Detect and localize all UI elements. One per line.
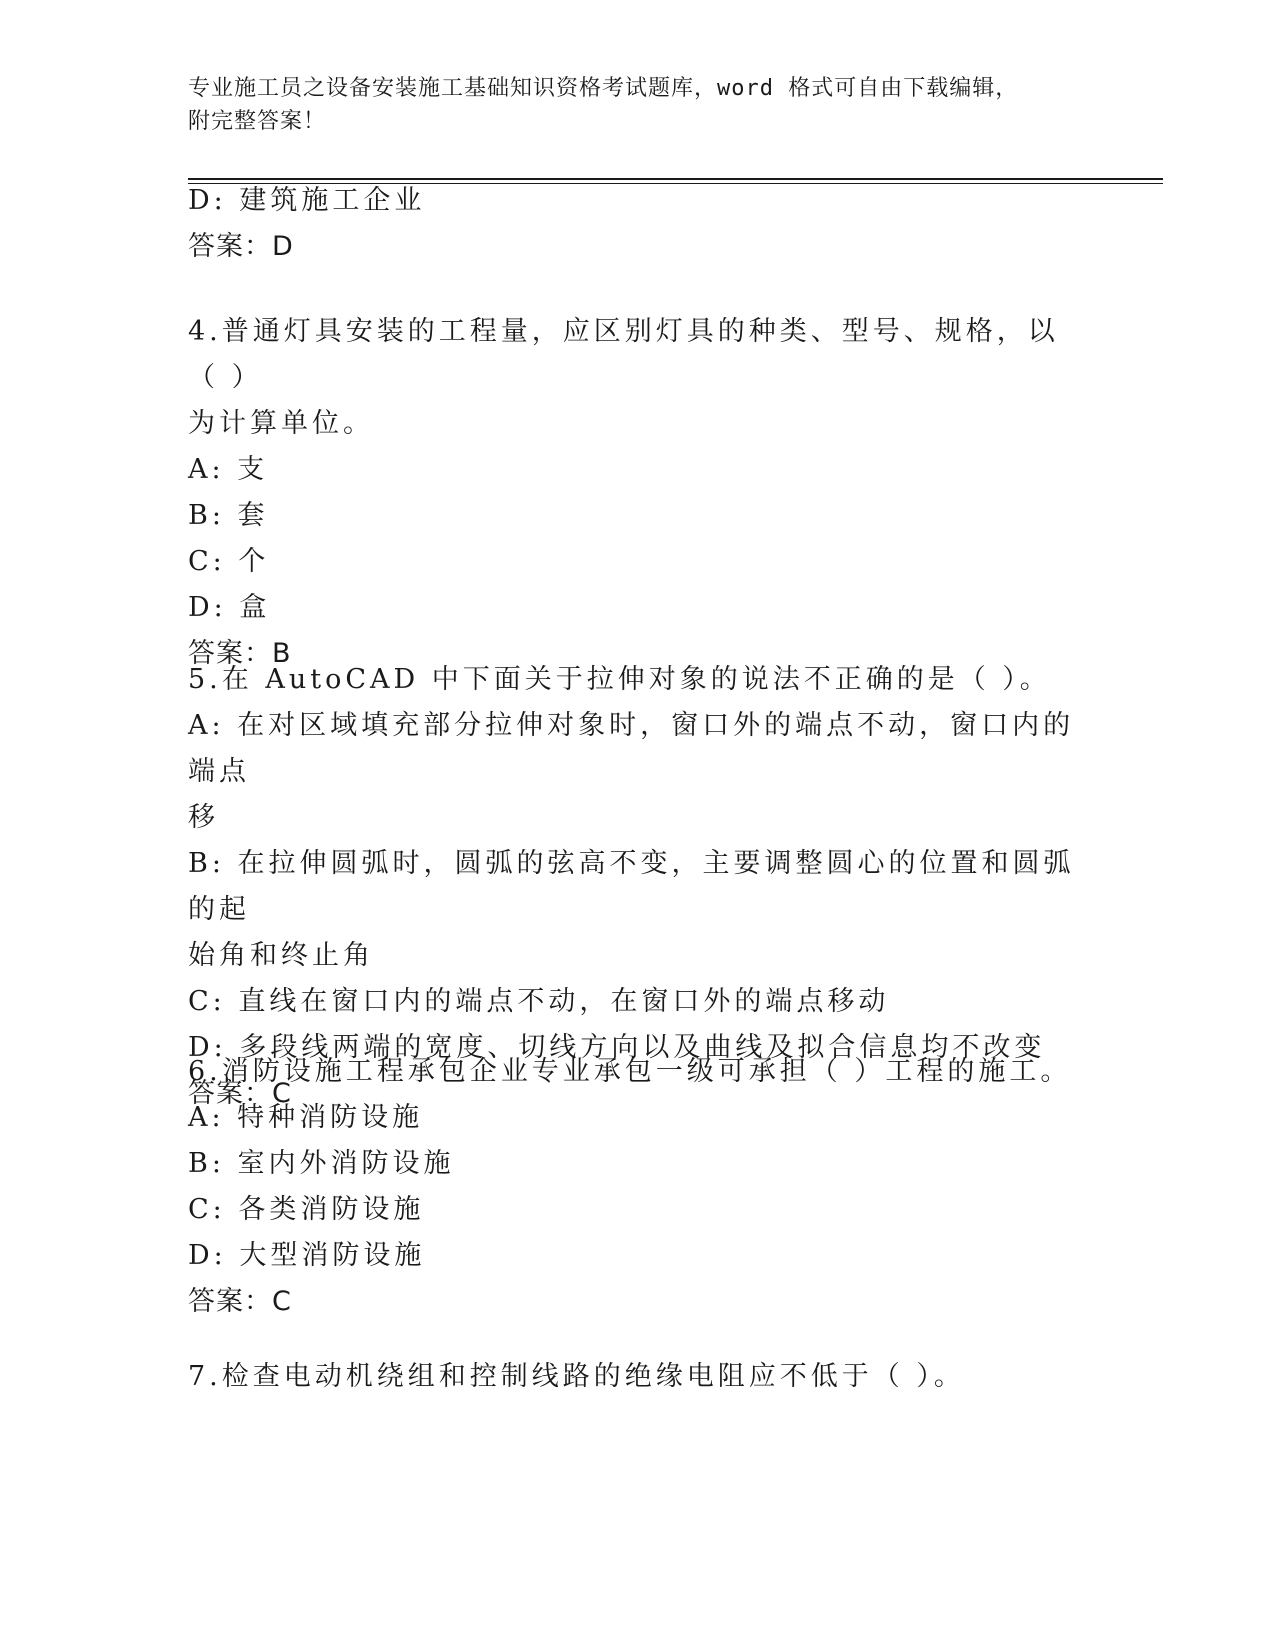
- answer-label: 答案：B: [188, 638, 292, 669]
- document-header: [188, 72, 1088, 138]
- option-b: B: 套: [188, 500, 269, 531]
- option-a: A: 特种消防设施: [188, 1102, 424, 1133]
- option-b-cont: 始角和终止角: [188, 940, 374, 971]
- question-4: [188, 309, 1088, 677]
- option-a: A: 在对区域填充部分拉伸对象时，窗口外的端点不动，窗口内的端点: [188, 710, 1075, 787]
- question-6: [188, 1049, 1088, 1325]
- header-line-1: 专业施工员之设备安装施工基础知识资格考试题库，word 格式可自由下载编辑，: [188, 76, 1019, 101]
- option-c: C: 个: [188, 546, 270, 577]
- option-d: D: 建筑施工企业: [188, 185, 426, 216]
- answer-label: 答案：D: [188, 231, 294, 262]
- question-stem: 7.检查电动机绕组和控制线路的绝缘电阻应不低于（ ）。: [188, 1361, 965, 1392]
- option-a-cont: 移: [188, 802, 219, 833]
- option-b: B: 室内外消防设施: [188, 1148, 455, 1179]
- option-c: C: 直线在窗口内的端点不动，在窗口外的端点移动: [188, 986, 890, 1017]
- option-d: D: 多段线两端的宽度、切线方向以及曲线及拟合信息均不改变: [188, 1032, 1046, 1063]
- header-line-2: 附完整答案！: [188, 109, 327, 134]
- option-d: D: 盒: [188, 592, 271, 623]
- option-a: A: 支: [188, 454, 269, 485]
- question-stem: 4.普通灯具安装的工程量，应区别灯具的种类、型号、规格，以（ ）: [188, 316, 1059, 393]
- question-3-continuation: [188, 178, 1088, 270]
- option-b: B: 在拉伸圆弧时，圆弧的弦高不变，主要调整圆心的位置和圆弧的起: [188, 848, 1075, 925]
- question-7: [188, 1354, 1088, 1400]
- answer-label: 答案：C: [188, 1078, 292, 1109]
- question-stem: 5.在 AutoCAD 中下面关于拉伸对象的说法不正确的是（ ）。: [188, 664, 1051, 695]
- option-c: C: 各类消防设施: [188, 1194, 425, 1225]
- question-stem-cont: 为计算单位。: [188, 408, 374, 439]
- question-stem: 6.消防设施工程承包企业专业承包一级可承担（ ）工程的施工。: [188, 1056, 1072, 1087]
- answer-label: 答案：C: [188, 1286, 292, 1317]
- question-5: [188, 657, 1088, 1117]
- option-d: D: 大型消防设施: [188, 1240, 426, 1271]
